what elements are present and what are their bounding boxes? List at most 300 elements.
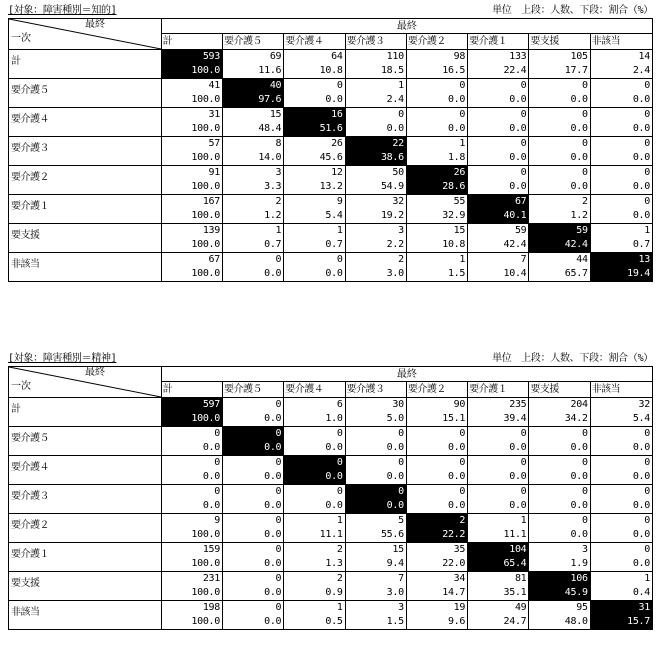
column-header: 計: [161, 34, 222, 50]
count-cell: 0: [529, 456, 590, 471]
count-cell: 91: [161, 166, 222, 181]
percent-cell: 0.0: [222, 615, 283, 630]
row-label: 要介護３: [9, 485, 162, 514]
count-cell: 13: [590, 253, 652, 268]
percent-cell: 65.4: [468, 557, 529, 572]
percent-cell: 0.0: [406, 441, 467, 456]
table-row: [9, 427, 653, 442]
count-cell: 49: [468, 601, 529, 616]
count-cell: 0: [468, 485, 529, 500]
count-cell: 3: [529, 543, 590, 558]
count-cell: 16: [284, 108, 345, 123]
row-label: 要介護５: [9, 79, 162, 108]
count-cell: 104: [468, 543, 529, 558]
percent-cell: 16.5: [406, 64, 467, 79]
percent-cell: 17.7: [529, 64, 590, 79]
percent-cell: 48.0: [529, 615, 590, 630]
count-cell: 0: [222, 456, 283, 471]
count-cell: 0: [590, 166, 652, 181]
percent-cell: 45.9: [529, 586, 590, 601]
percent-cell: 0.7: [590, 238, 652, 253]
percent-cell: 32.9: [406, 209, 467, 224]
count-cell: 0: [468, 456, 529, 471]
row-label: 要介護２: [9, 514, 162, 543]
percent-cell: 5.4: [284, 209, 345, 224]
percent-cell: 0.0: [284, 499, 345, 514]
percent-cell: 0.0: [345, 499, 406, 514]
column-header: 非該当: [590, 34, 652, 50]
count-cell: 1: [284, 224, 345, 239]
percent-cell: 0.0: [222, 441, 283, 456]
count-cell: 0: [406, 79, 467, 94]
count-cell: 0: [529, 108, 590, 123]
row-label: 非該当: [9, 253, 162, 282]
count-cell: 133: [468, 50, 529, 65]
table-row: [9, 50, 653, 65]
count-cell: 0: [529, 514, 590, 529]
count-cell: 1: [345, 79, 406, 94]
percent-cell: 22.2: [406, 528, 467, 543]
count-cell: 0: [590, 195, 652, 210]
percent-cell: 0.0: [284, 93, 345, 108]
percent-cell: 0.0: [468, 180, 529, 195]
count-cell: 15: [222, 108, 283, 123]
percent-cell: 11.1: [468, 528, 529, 543]
count-cell: 0: [590, 456, 652, 471]
count-cell: 8: [222, 137, 283, 152]
row-label: 要介護４: [9, 108, 162, 137]
percent-cell: 2.2: [345, 238, 406, 253]
row-label: 要介護２: [9, 166, 162, 195]
percent-cell: 0.0: [529, 499, 590, 514]
count-cell: 597: [161, 398, 222, 413]
row-label: 要介護３: [9, 137, 162, 166]
count-cell: 59: [529, 224, 590, 239]
unit-label: 単位 上段：人数、下段：割合（%）: [492, 5, 653, 16]
percent-cell: 19.2: [345, 209, 406, 224]
percent-cell: 0.0: [406, 470, 467, 485]
count-cell: 0: [406, 108, 467, 123]
row-label: 要支援: [9, 572, 162, 601]
percent-cell: 0.0: [284, 267, 345, 282]
percent-cell: 0.0: [590, 93, 652, 108]
count-cell: 3: [345, 224, 406, 239]
percent-cell: 0.0: [468, 499, 529, 514]
percent-cell: 10.8: [284, 64, 345, 79]
percent-cell: 100.0: [161, 557, 222, 572]
percent-cell: 100.0: [161, 238, 222, 253]
count-cell: 98: [406, 50, 467, 65]
count-cell: 6: [284, 398, 345, 413]
count-cell: 81: [468, 572, 529, 587]
percent-cell: 100.0: [161, 209, 222, 224]
corner-header: [9, 19, 162, 50]
percent-cell: 22.0: [406, 557, 467, 572]
percent-cell: 100.0: [161, 64, 222, 79]
column-header: 要介護４: [284, 382, 345, 398]
count-cell: 34: [406, 572, 467, 587]
count-cell: 159: [161, 543, 222, 558]
count-cell: 198: [161, 601, 222, 616]
percent-cell: 100.0: [161, 528, 222, 543]
count-cell: 0: [284, 79, 345, 94]
percent-cell: 0.0: [161, 470, 222, 485]
column-header: 要介護２: [406, 382, 467, 398]
percent-cell: 100.0: [161, 151, 222, 166]
percent-cell: 0.0: [161, 441, 222, 456]
count-cell: 2: [529, 195, 590, 210]
count-cell: 1: [406, 253, 467, 268]
column-header: 要介護１: [468, 34, 529, 50]
percent-cell: 9.6: [406, 615, 467, 630]
final-column-group-header: 最終: [161, 19, 652, 34]
transition-table: [8, 18, 653, 282]
percent-cell: 11.1: [284, 528, 345, 543]
percent-cell: 14.0: [222, 151, 283, 166]
count-cell: 0: [222, 253, 283, 268]
table-row: [9, 601, 653, 616]
count-cell: 15: [345, 543, 406, 558]
table-row: [9, 572, 653, 587]
count-cell: 3: [222, 166, 283, 181]
final-column-group-header: 最終: [161, 367, 652, 382]
column-header: 非該当: [590, 382, 652, 398]
target-label: [対象：障害種別＝精神]: [8, 353, 117, 364]
percent-cell: 0.0: [590, 441, 652, 456]
column-header: 要介護３: [345, 382, 406, 398]
percent-cell: 0.0: [590, 470, 652, 485]
percent-cell: 0.0: [529, 93, 590, 108]
column-header: 要介護５: [222, 382, 283, 398]
percent-cell: 0.0: [345, 122, 406, 137]
count-cell: 110: [345, 50, 406, 65]
column-header: 計: [161, 382, 222, 398]
percent-cell: 0.7: [222, 238, 283, 253]
percent-cell: 0.0: [590, 528, 652, 543]
table-row: [9, 485, 653, 500]
count-cell: 0: [161, 427, 222, 442]
count-cell: 167: [161, 195, 222, 210]
count-cell: 67: [468, 195, 529, 210]
column-header: 要支援: [529, 34, 590, 50]
percent-cell: 54.9: [345, 180, 406, 195]
percent-cell: 51.6: [284, 122, 345, 137]
count-cell: 32: [345, 195, 406, 210]
percent-cell: 38.6: [345, 151, 406, 166]
table-header-bar: [8, 352, 653, 366]
row-label: 要支援: [9, 224, 162, 253]
table-row: [9, 79, 653, 94]
count-cell: 0: [590, 427, 652, 442]
column-header: 要介護５: [222, 34, 283, 50]
count-cell: 0: [529, 137, 590, 152]
count-cell: 0: [222, 543, 283, 558]
count-cell: 0: [529, 485, 590, 500]
count-cell: 0: [590, 543, 652, 558]
count-cell: 0: [345, 427, 406, 442]
count-cell: 0: [284, 485, 345, 500]
percent-cell: 10.8: [406, 238, 467, 253]
count-cell: 9: [161, 514, 222, 529]
row-label: 要介護１: [9, 543, 162, 572]
count-cell: 0: [590, 485, 652, 500]
percent-cell: 0.0: [222, 586, 283, 601]
count-cell: 1: [284, 601, 345, 616]
table-row: [9, 224, 653, 239]
percent-cell: 0.0: [222, 557, 283, 572]
count-cell: 0: [529, 79, 590, 94]
count-cell: 90: [406, 398, 467, 413]
table-row: [9, 166, 653, 181]
count-cell: 0: [222, 485, 283, 500]
table-row: [9, 398, 653, 413]
count-cell: 0: [468, 166, 529, 181]
table-row: [9, 456, 653, 471]
percent-cell: 0.0: [529, 122, 590, 137]
percent-cell: 0.9: [284, 586, 345, 601]
percent-cell: 0.0: [529, 470, 590, 485]
count-cell: 0: [345, 485, 406, 500]
percent-cell: 100.0: [161, 586, 222, 601]
count-cell: 14: [590, 50, 652, 65]
count-cell: 7: [468, 253, 529, 268]
count-cell: 0: [345, 108, 406, 123]
count-cell: 55: [406, 195, 467, 210]
count-cell: 7: [345, 572, 406, 587]
percent-cell: 3.0: [345, 586, 406, 601]
count-cell: 22: [345, 137, 406, 152]
percent-cell: 0.0: [222, 470, 283, 485]
percent-cell: 42.4: [529, 238, 590, 253]
count-cell: 0: [161, 485, 222, 500]
row-label: 要介護１: [9, 195, 162, 224]
count-cell: 1: [590, 572, 652, 587]
percent-cell: 100.0: [161, 412, 222, 427]
percent-cell: 0.0: [468, 93, 529, 108]
count-cell: 0: [222, 601, 283, 616]
percent-cell: 0.0: [406, 122, 467, 137]
column-header: 要支援: [529, 382, 590, 398]
percent-cell: 10.4: [468, 267, 529, 282]
count-cell: 0: [406, 456, 467, 471]
percent-cell: 0.0: [529, 180, 590, 195]
corner-initial-label: 一次: [11, 381, 31, 392]
column-header: 要介護２: [406, 34, 467, 50]
column-header: 要介護４: [284, 34, 345, 50]
percent-cell: 0.4: [590, 586, 652, 601]
count-cell: 1: [222, 224, 283, 239]
percent-cell: 1.5: [406, 267, 467, 282]
count-cell: 106: [529, 572, 590, 587]
row-label: 非該当: [9, 601, 162, 630]
percent-cell: 65.7: [529, 267, 590, 282]
count-cell: 26: [406, 166, 467, 181]
count-cell: 2: [222, 195, 283, 210]
count-cell: 0: [529, 427, 590, 442]
count-cell: 231: [161, 572, 222, 587]
percent-cell: 14.7: [406, 586, 467, 601]
percent-cell: 18.5: [345, 64, 406, 79]
row-label: 要介護４: [9, 456, 162, 485]
count-cell: 2: [345, 253, 406, 268]
count-cell: 19: [406, 601, 467, 616]
table-block-mental: [8, 352, 653, 630]
count-cell: 40: [222, 79, 283, 94]
percent-cell: 42.4: [468, 238, 529, 253]
table-block-intellectual: [8, 4, 653, 282]
unit-label: 単位 上段：人数、下段：割合（%）: [492, 353, 653, 364]
count-cell: 2: [406, 514, 467, 529]
percent-cell: 0.0: [345, 441, 406, 456]
row-label: 要介護５: [9, 427, 162, 456]
percent-cell: 0.0: [590, 209, 652, 224]
percent-cell: 13.2: [284, 180, 345, 195]
count-cell: 57: [161, 137, 222, 152]
percent-cell: 100.0: [161, 615, 222, 630]
target-label: [対象：障害種別＝知的]: [8, 5, 117, 16]
percent-cell: 40.1: [468, 209, 529, 224]
percent-cell: 0.0: [590, 557, 652, 572]
percent-cell: 45.6: [284, 151, 345, 166]
percent-cell: 1.8: [406, 151, 467, 166]
count-cell: 5: [345, 514, 406, 529]
table-row: [9, 108, 653, 123]
percent-cell: 15.7: [590, 615, 652, 630]
percent-cell: 1.3: [284, 557, 345, 572]
percent-cell: 0.0: [590, 499, 652, 514]
percent-cell: 100.0: [161, 180, 222, 195]
row-label: 計: [9, 50, 162, 79]
count-cell: 0: [590, 137, 652, 152]
count-cell: 30: [345, 398, 406, 413]
percent-cell: 2.4: [345, 93, 406, 108]
percent-cell: 22.4: [468, 64, 529, 79]
percent-cell: 15.1: [406, 412, 467, 427]
count-cell: 1: [590, 224, 652, 239]
percent-cell: 48.4: [222, 122, 283, 137]
percent-cell: 0.0: [222, 267, 283, 282]
corner-header: [9, 367, 162, 398]
percent-cell: 0.0: [222, 499, 283, 514]
count-cell: 0: [406, 485, 467, 500]
count-cell: 67: [161, 253, 222, 268]
percent-cell: 19.4: [590, 267, 652, 282]
count-cell: 0: [222, 427, 283, 442]
count-cell: 0: [468, 79, 529, 94]
percent-cell: 0.0: [468, 122, 529, 137]
table-header-bar: [8, 4, 653, 18]
corner-final-label: 最終: [85, 19, 105, 30]
percent-cell: 0.0: [406, 499, 467, 514]
percent-cell: 1.2: [222, 209, 283, 224]
count-cell: 2: [284, 543, 345, 558]
count-cell: 44: [529, 253, 590, 268]
percent-cell: 3.0: [345, 267, 406, 282]
percent-cell: 0.0: [468, 151, 529, 166]
percent-cell: 100.0: [161, 267, 222, 282]
percent-cell: 0.0: [161, 499, 222, 514]
percent-cell: 0.0: [406, 93, 467, 108]
count-cell: 41: [161, 79, 222, 94]
table-row: [9, 195, 653, 210]
percent-cell: 100.0: [161, 122, 222, 137]
count-cell: 139: [161, 224, 222, 239]
column-header: 要介護３: [345, 34, 406, 50]
count-cell: 2: [284, 572, 345, 587]
table-row: [9, 137, 653, 152]
percent-cell: 1.5: [345, 615, 406, 630]
percent-cell: 0.0: [284, 441, 345, 456]
percent-cell: 0.0: [468, 441, 529, 456]
percent-cell: 97.6: [222, 93, 283, 108]
percent-cell: 0.5: [284, 615, 345, 630]
count-cell: 1: [468, 514, 529, 529]
count-cell: 0: [222, 572, 283, 587]
transition-table: [8, 366, 653, 630]
percent-cell: 5.4: [590, 412, 652, 427]
count-cell: 105: [529, 50, 590, 65]
percent-cell: 0.0: [590, 180, 652, 195]
percent-cell: 2.4: [590, 64, 652, 79]
percent-cell: 28.6: [406, 180, 467, 195]
row-label: 計: [9, 398, 162, 427]
count-cell: 59: [468, 224, 529, 239]
count-cell: 1: [406, 137, 467, 152]
count-cell: 0: [284, 456, 345, 471]
count-cell: 69: [222, 50, 283, 65]
count-cell: 32: [590, 398, 652, 413]
count-cell: 95: [529, 601, 590, 616]
count-cell: 9: [284, 195, 345, 210]
count-cell: 12: [284, 166, 345, 181]
count-cell: 0: [161, 456, 222, 471]
count-cell: 64: [284, 50, 345, 65]
count-cell: 0: [529, 166, 590, 181]
percent-cell: 35.1: [468, 586, 529, 601]
count-cell: 0: [222, 514, 283, 529]
count-cell: 1: [284, 514, 345, 529]
percent-cell: 0.0: [222, 528, 283, 543]
count-cell: 0: [590, 514, 652, 529]
count-cell: 0: [590, 108, 652, 123]
count-cell: 0: [222, 398, 283, 413]
count-cell: 0: [468, 427, 529, 442]
percent-cell: 0.0: [529, 441, 590, 456]
count-cell: 593: [161, 50, 222, 65]
column-header: 要介護１: [468, 382, 529, 398]
percent-cell: 39.4: [468, 412, 529, 427]
count-cell: 235: [468, 398, 529, 413]
percent-cell: 1.2: [529, 209, 590, 224]
count-cell: 50: [345, 166, 406, 181]
percent-cell: 34.2: [529, 412, 590, 427]
count-cell: 35: [406, 543, 467, 558]
percent-cell: 0.0: [590, 122, 652, 137]
table-row: [9, 253, 653, 268]
count-cell: 0: [590, 79, 652, 94]
percent-cell: 55.6: [345, 528, 406, 543]
count-cell: 204: [529, 398, 590, 413]
corner-initial-label: 一次: [11, 33, 31, 44]
count-cell: 0: [468, 137, 529, 152]
percent-cell: 0.0: [590, 151, 652, 166]
percent-cell: 0.0: [529, 528, 590, 543]
count-cell: 31: [161, 108, 222, 123]
percent-cell: 3.3: [222, 180, 283, 195]
percent-cell: 0.0: [284, 470, 345, 485]
percent-cell: 24.7: [468, 615, 529, 630]
count-cell: 0: [406, 427, 467, 442]
